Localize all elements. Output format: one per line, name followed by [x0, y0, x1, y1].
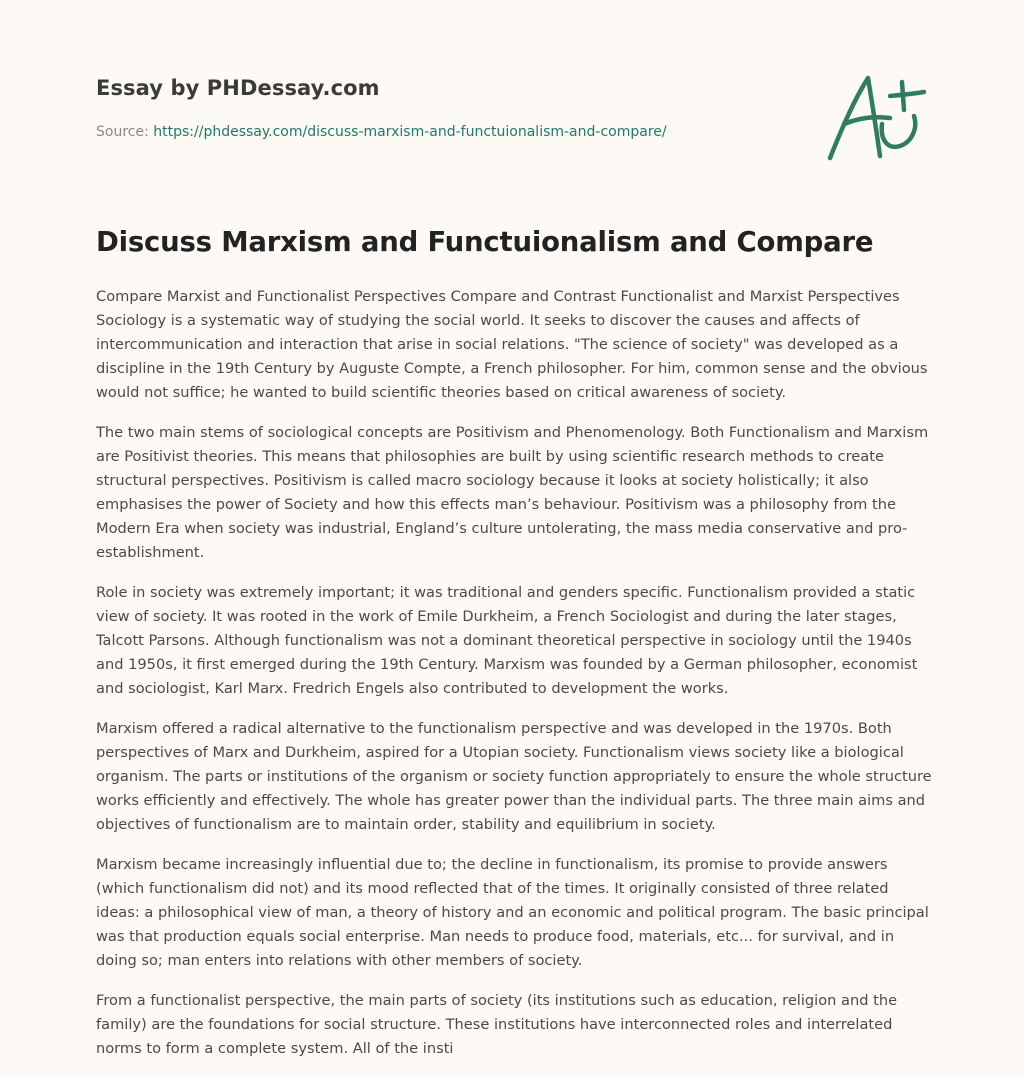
essay-body — [96, 285, 932, 1077]
essay-title: Discuss Marxism and Functuionalism and Compare — [96, 226, 874, 258]
source-link[interactable]: https://phdessay.com/discuss-marxism-and-functuionalism-and-compare/ — [153, 124, 667, 140]
source-label: Source: — [96, 124, 149, 140]
essay-paragraph: Marxism became increasingly influential due to; the decline in functionalism, its promise to provide answers (which functionalism did not) and its mood reflected that of the times. It originally consisted of three related ideas: a philosophical view of man, a theory of history and an economic and political program. The basic principal was that production equals social enterprise. Man needs to produce food, materials, etc... for survival, and in doing so; man enters into relations with other members of society. — [96, 856, 929, 969]
source-line — [96, 124, 667, 140]
essay-header — [96, 0, 928, 200]
essay-paragraph: From a functionalist perspective, the main parts of society (its institutions such as education, religion and the family) are the foundations for social structure. These institutions have interconnected roles and interrelated norms to form a complete system. All of the insti — [96, 992, 898, 1057]
essay-paragraph: Compare Marxist and Functionalist Perspectives Compare and Contrast Functionalist and Marxist Perspectives Sociology is a systematic way of studying the social world. It seeks to discover the causes and affects of intercommunication and interaction that arise in social relations. "The science of society" was developed as a discipline in the 19th Century by Auguste Compte, a French philosopher. For him, common sense and the obvious would not suffice; he wanted to build scientific theories based on critical awareness of society. — [96, 288, 928, 401]
a-plus-logo-icon — [824, 66, 928, 166]
site-brand: Essay by PHDessay.com — [96, 76, 380, 100]
essay-paragraph: The two main stems of sociological concepts are Positivism and Phenomenology. Both Functionalism and Marxism are Positivist theories. This means that philosophies are built by using scientific research methods to create structural perspectives. Positivism is called macro sociology because it looks at society holistically; it also emphasises the power of Society and how this effects man’s behaviour. Positivism was a philosophy from the Modern Era when society was industrial, England’s culture untolerating, the mass media conservative and pro-establishment. — [96, 424, 929, 561]
essay-paragraph: Marxism offered a radical alternative to the functionalism perspective and was developed in the 1970s. Both perspectives of Marx and Durkheim, aspired for a Utopian society. Functionalism views society like a biological organism. The parts or institutions of the organism or society function appropriately to ensure the whole structure works efficiently and effectively. The whole has greater power than the individual parts. The three main aims and objectives of functionalism are to maintain order, stability and equilibrium in society. — [96, 720, 932, 833]
essay-paragraph: Role in society was extremely important; it was traditional and genders specific. Functionalism provided a static view of society. It was rooted in the work of Emile Durkheim, a French Sociologist and during the later stages, Talcott Parsons. Although functionalism was not a dominant theoretical perspective in sociology until the 1940s and 1950s, it first emerged during the 19th Century. Marxism was founded by a German philosopher, economist and sociologist, Karl Marx. Fredrich Engels also contributed to development the works. — [96, 584, 918, 697]
